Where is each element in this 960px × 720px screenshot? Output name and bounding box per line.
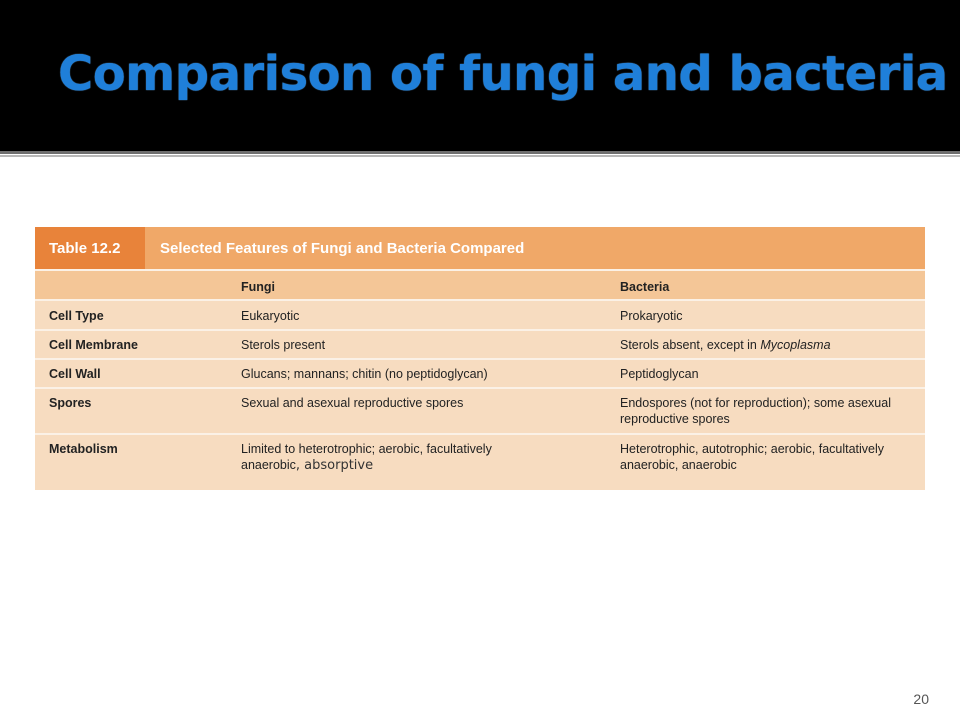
row-feature: Cell Membrane <box>49 338 138 352</box>
bacteria-cell: Prokaryotic <box>620 309 683 323</box>
fungi-cell-line: Limited to heterotrophic; aerobic, facultatively <box>241 442 492 456</box>
row-feature: Cell Type <box>49 309 104 323</box>
row-feature: Spores <box>49 396 92 410</box>
page-number: 20 <box>913 691 929 707</box>
fungi-cell <box>241 441 601 474</box>
fungi-cell: Sterols present <box>241 338 326 352</box>
table-row <box>35 329 925 358</box>
table-row <box>35 299 925 329</box>
column-header-bacteria: Bacteria <box>620 280 670 294</box>
row-feature: Cell Wall <box>49 367 101 381</box>
title-divider <box>0 151 960 154</box>
table-header-bar <box>35 227 925 269</box>
title-bar <box>0 0 960 151</box>
comparison-table <box>35 227 925 490</box>
fungi-cell: Eukaryotic <box>241 309 300 323</box>
column-header-fungi: Fungi <box>241 280 276 294</box>
bacteria-cell-italic: Mycoplasma <box>760 338 831 352</box>
fungi-cell-line: anaerobic <box>241 458 296 472</box>
bacteria-cell: Endospores (not for reproduction); some asexual reproductive spores <box>620 396 891 426</box>
bacteria-cell <box>620 337 915 353</box>
table-row <box>35 433 925 490</box>
table-row <box>35 387 925 433</box>
bacteria-cell: Peptidoglycan <box>620 367 699 381</box>
fungi-cell-added-text: , absorptive <box>295 458 374 473</box>
table-caption: Selected Features of Fungi and Bacteria Compared <box>160 239 525 257</box>
table-row <box>35 358 925 387</box>
title-divider-secondary <box>0 155 960 157</box>
fungi-cell: Glucans; mannans; chitin (no peptidoglycan) <box>241 367 488 381</box>
slide-title: Comparison of fungi and bacteria <box>58 46 948 102</box>
bacteria-cell-text: Sterols absent, except in <box>620 338 761 352</box>
bacteria-cell: Heterotrophic, autotrophic; aerobic, facultatively anaerobic, anaerobic <box>620 442 885 472</box>
table-number: Table 12.2 <box>35 227 145 269</box>
table-column-header-row <box>35 269 925 299</box>
row-feature: Metabolism <box>49 442 118 456</box>
fungi-cell: Sexual and asexual reproductive spores <box>241 396 464 410</box>
